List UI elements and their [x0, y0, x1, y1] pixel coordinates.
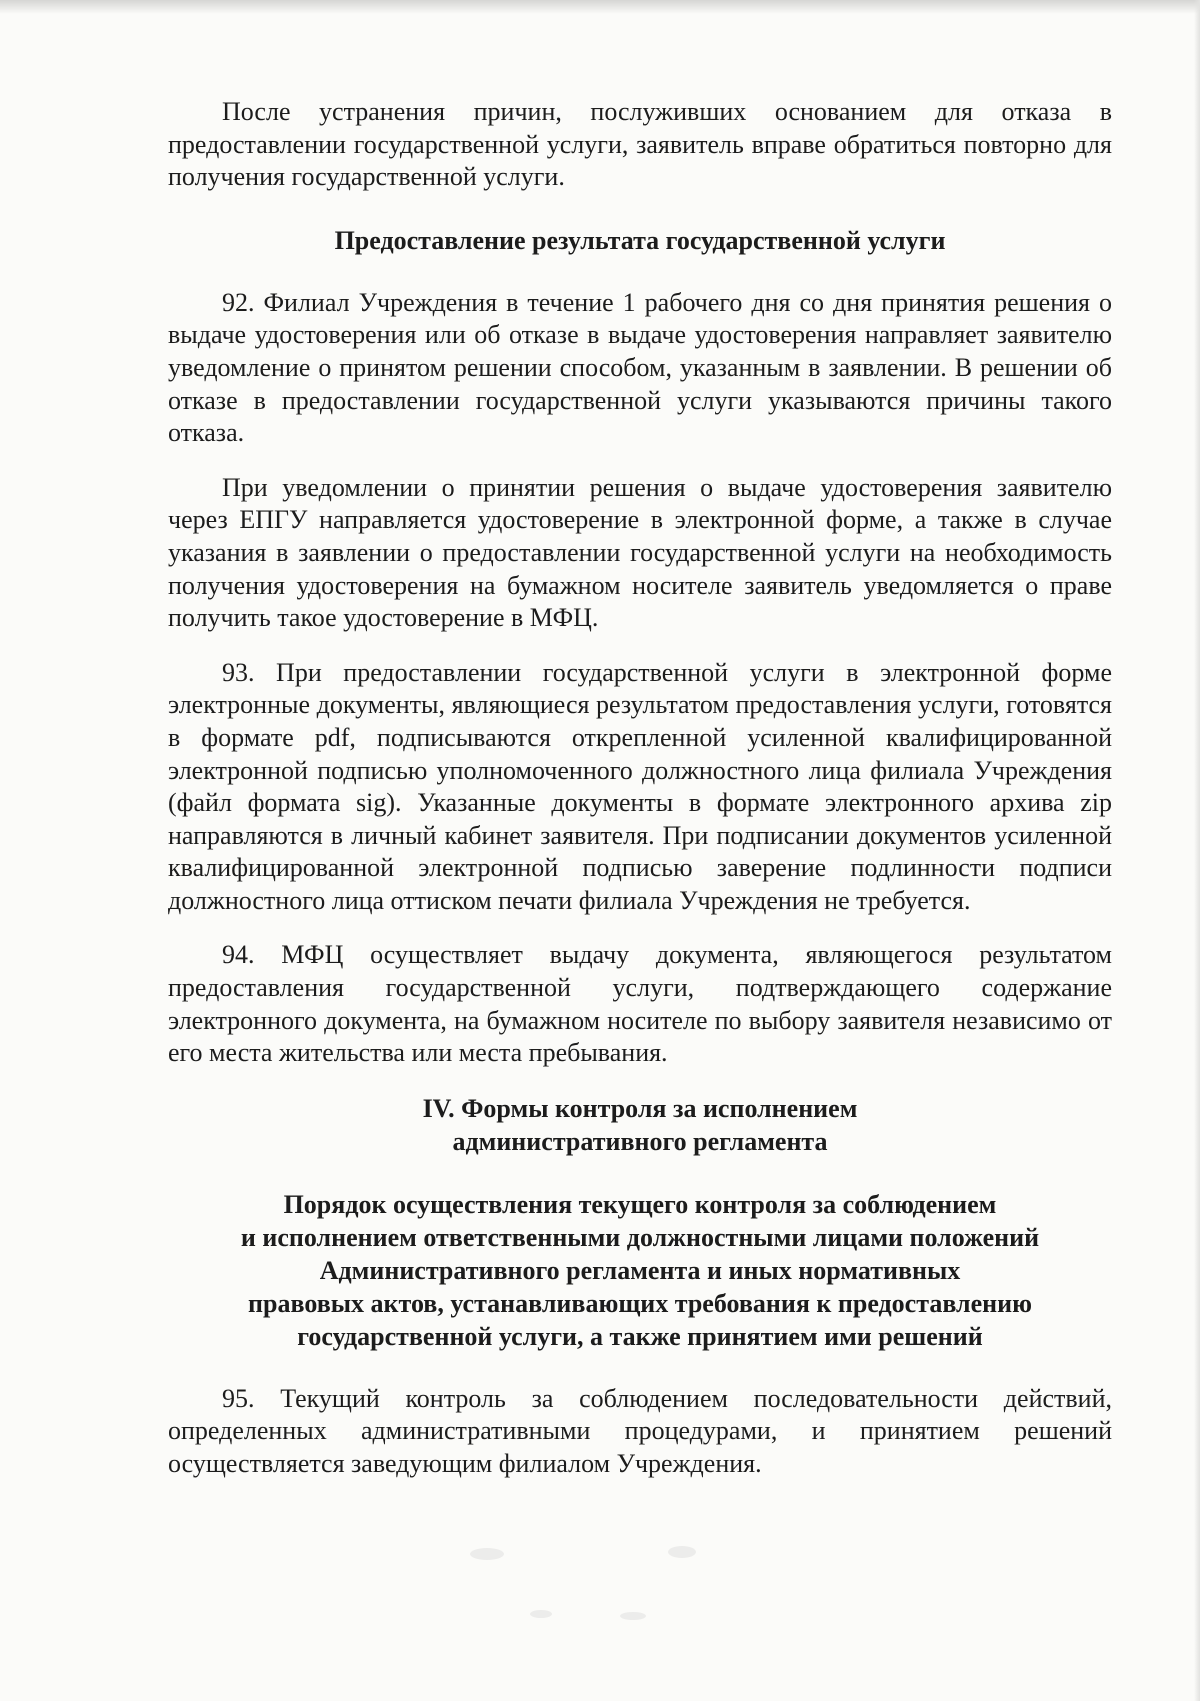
scan-edge-top: [0, 0, 1200, 14]
scan-smudge: [470, 1548, 504, 1560]
control-heading-line: государственной услуги, а также принятием ими решений: [297, 1321, 983, 1351]
heading-result-provision: Предоставление результата государственной услуги: [334, 225, 946, 255]
document-body: [168, 96, 1112, 1481]
scan-smudge: [668, 1546, 696, 1558]
scan-edge-right: [1194, 0, 1200, 1701]
paragraph-intro: После устранения причин, послуживших основанием для отказа в предоставлении государственной услуги, заявитель вправе обратиться повторно для получения государственной услуги.: [168, 97, 1112, 192]
control-heading-line: и исполнением ответственными должностными лицами положений: [240, 1222, 1040, 1252]
control-heading-line: правовых актов, устанавливающих требования к предоставлению: [248, 1288, 1032, 1318]
paragraph-92: 92. Филиал Учреждения в течение 1 рабочего дня со дня принятия решения о выдаче удостоверения или об отказе в выдаче удостоверения направляет заявителю уведомление о принятом решении способом, указанным в заявлении. В решении об отказе в предоставлении государственной услуги указываются причины такого отказа.: [168, 287, 1112, 448]
section-iv-heading-line1: IV. Формы контроля за исполнением: [422, 1093, 858, 1123]
paragraph-notify: При уведомлении о принятии решения о выдаче удостоверения заявителю через ЕПГУ направляется удостоверение в электронной форме, а также в случае указания в заявлении о предоставлении государственной услуги на необходимость получения удостоверения на бумажном носителе заявитель уведомляется о праве получить такое удостоверение в МФЦ.: [168, 472, 1112, 633]
scan-smudge: [620, 1612, 646, 1620]
paragraph-94: 94. МФЦ осуществляет выдачу документа, являющегося результатом предоставления государственной услуги, подтверждающего содержание электронного документа, на бумажном носителе по выбору заявителя независимо от его места жительства или места пребывания.: [168, 940, 1112, 1068]
paragraph-95: 95. Текущий контроль за соблюдением последовательности действий, определенных административными процедурами, и принятием решений осуществляется заведующим филиалом Учреждения.: [168, 1383, 1112, 1479]
section-iv-heading-line2: административного регламента: [452, 1126, 828, 1156]
control-heading-line: Административного регламента и иных нормативных: [319, 1255, 961, 1285]
control-heading-line: Порядок осуществления текущего контроля за соблюдением: [283, 1189, 997, 1219]
scan-smudge: [530, 1610, 552, 1618]
paragraph-93: 93. При предоставлении государственной услуги в электронной форме электронные документы, являющиеся результатом предоставления услуги, готовятся в формате pdf, подписываются открепленной усиленной квалифицированной электронной подписью уполномоченного должностного лица филиала Учреждения (файл формата sig). Указанные документы в формате электронного архива zip направляются в личный кабинет заявителя. При подписании документов усиленной квалифицированной электронной подписью заверение подлинности подписи должностного лица оттиском печати филиала Учреждения не требуется.: [168, 657, 1112, 915]
